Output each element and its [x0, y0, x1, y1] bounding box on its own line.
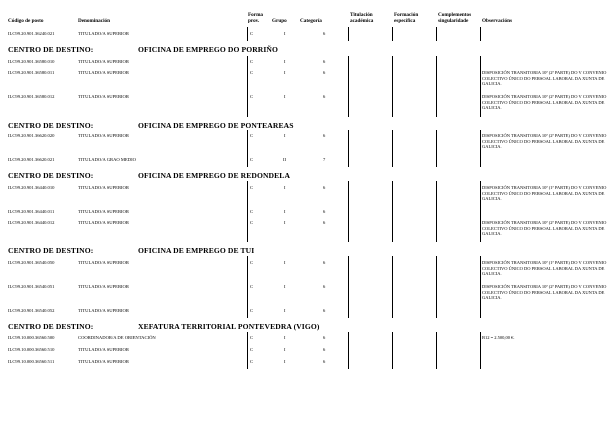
row-forma: C	[250, 335, 254, 340]
row-observacions: DISPOSICIÓN TRANSITORIA 10ª (1ª PARTE) DO V CONVENIO COLECTIVO ÚNICO DO PERSOAL LABORAL DA XUNTA DE GALICIA.	[482, 260, 607, 276]
row-observacions: DISPOSICIÓN TRANSITORIA 10ª (2ª PARTE) DO V CONVENIO COLECTIVO ÚNICO DO PERSOAL LABORAL DA XUNTA DE GALICIA.	[482, 133, 607, 149]
row-observacions: DISPOSICIÓN TRANSITORIA 10ª (1ª PARTE) DO V CONVENIO COLECTIVO ÚNICO DO PERSOAL LABORAL DA XUNTA DE GALICIA.	[482, 185, 607, 201]
section-label: CENTRO DE DESTINO:	[8, 322, 94, 331]
column-rule	[436, 56, 437, 117]
row-code: ILC99.20.901.36540.051	[8, 284, 55, 289]
section-name: OFICINA DE EMPREGO DO PORRIÑO	[138, 45, 279, 54]
section-label: CENTRO DE DESTINO:	[8, 246, 94, 255]
row-code: ILC99.20.901.36580.010	[8, 59, 55, 64]
row-categoria: 6	[323, 70, 326, 75]
row-forma: C	[250, 94, 254, 99]
row-forma: C	[250, 308, 254, 313]
row-grupo: I	[284, 359, 286, 364]
row-forma: C	[250, 209, 254, 214]
header-forma-2: prov.	[248, 18, 260, 24]
row-code: ILC99.20.901.36440.012	[8, 220, 55, 225]
row-forma: C	[250, 284, 254, 289]
header-titulacion-1: Titulación	[350, 12, 373, 18]
row-observacions: B12 = 2.500,00 €.	[482, 335, 515, 340]
section-label: CENTRO DE DESTINO:	[8, 45, 94, 54]
row-grupo: I	[284, 31, 286, 36]
row-code: ILC99.10.000.36560.510	[8, 347, 55, 352]
row-forma: C	[250, 133, 254, 138]
row-code: ILC99.20.901.36440.010	[8, 185, 55, 190]
column-rule	[480, 256, 481, 318]
row-name: TITULADO/A SUPERIOR	[78, 133, 129, 138]
row-categoria: 6	[323, 133, 326, 138]
row-grupo: II	[283, 157, 287, 162]
row-name: TITULADO/A SUPERIOR	[78, 359, 129, 364]
column-rule	[348, 332, 349, 369]
column-rule	[480, 130, 481, 167]
row-grupo: I	[284, 185, 286, 190]
row-categoria: 6	[323, 185, 326, 190]
section-name: OFICINA DE EMPREGO DE REDONDELA	[138, 171, 291, 180]
column-rule	[247, 56, 248, 117]
row-categoria: 6	[323, 308, 326, 313]
row-code: ILC99.20.901.36620.020	[8, 133, 55, 138]
row-name: TITULADO/A GRAO MEDIO	[78, 157, 136, 162]
row-name: TITULADO/A SUPERIOR	[78, 70, 129, 75]
header-observacions: Observacións	[482, 18, 512, 24]
header-codigo: Código de posto	[8, 18, 44, 24]
row-observacions: DISPOSICIÓN TRANSITORIA 10ª (2ª PARTE) DO V CONVENIO COLECTIVO ÚNICO DO PERSOAL LABORAL DA XUNTA DE GALICIA.	[482, 94, 607, 110]
column-rule	[436, 27, 437, 41]
section-label: CENTRO DE DESTINO:	[8, 171, 94, 180]
row-code: ILC99.20.901.36620.021	[8, 157, 55, 162]
row-forma: C	[250, 31, 254, 36]
column-rule	[436, 181, 437, 242]
row-name: TITULADO/A SUPERIOR	[78, 31, 129, 36]
column-rule	[392, 256, 393, 318]
row-categoria: 6	[323, 335, 326, 340]
header-complementos-2: singularidade	[438, 18, 469, 24]
column-rule	[348, 56, 349, 117]
column-rule	[436, 130, 437, 167]
column-rule	[247, 27, 248, 41]
row-name: TITULADO/A SUPERIOR	[78, 284, 129, 289]
column-rule	[392, 56, 393, 117]
row-name: TITULADO/A SUPERIOR	[78, 220, 129, 225]
header-grupo: Grupo	[272, 18, 287, 24]
row-name: TITULADO/A SUPERIOR	[78, 260, 129, 265]
row-categoria: 6	[323, 347, 326, 352]
column-rule	[480, 332, 481, 369]
row-code: ILC99.20.901.36540.050	[8, 260, 55, 265]
row-grupo: I	[284, 59, 286, 64]
row-grupo: I	[284, 94, 286, 99]
header-forma-1: Forma	[248, 12, 263, 18]
row-forma: C	[250, 59, 254, 64]
row-name: TITULADO/A SUPERIOR	[78, 94, 129, 99]
row-grupo: I	[284, 220, 286, 225]
row-name: COORDINADOR/A DE ORIENTACIÓN	[78, 335, 156, 340]
row-name: TITULADO/A SUPERIOR	[78, 209, 129, 214]
column-rule	[348, 27, 349, 41]
row-categoria: 6	[323, 284, 326, 289]
row-name: TITULADO/A SUPERIOR	[78, 59, 129, 64]
row-code: ILC99.20.901.36440.011	[8, 209, 55, 214]
row-grupo: I	[284, 284, 286, 289]
row-name: TITULADO/A SUPERIOR	[78, 185, 129, 190]
row-grupo: I	[284, 260, 286, 265]
row-forma: C	[250, 347, 254, 352]
row-grupo: I	[284, 133, 286, 138]
row-observacions: DISPOSICIÓN TRANSITORIA 10ª (2ª PARTE) DO V CONVENIO COLECTIVO ÚNICO DO PERSOAL LABORAL DA XUNTA DE GALICIA.	[482, 284, 607, 300]
row-grupo: I	[284, 308, 286, 313]
row-name: TITULADO/A SUPERIOR	[78, 347, 129, 352]
row-forma: C	[250, 157, 254, 162]
row-forma: C	[250, 260, 254, 265]
row-code: ILC99.20.901.36240.021	[8, 31, 55, 36]
column-rule	[348, 181, 349, 242]
row-grupo: I	[284, 335, 286, 340]
header-titulacion-2: académica	[350, 18, 374, 24]
header-formacion-2: específica	[394, 18, 416, 24]
column-rule	[392, 181, 393, 242]
row-forma: C	[250, 185, 254, 190]
row-forma: C	[250, 359, 254, 364]
column-rule	[480, 181, 481, 242]
row-code: ILC99.20.901.36580.011	[8, 70, 55, 75]
section-name: OFICINA DE EMPREGO DE TUI	[138, 246, 255, 255]
section-name: XEFATURA TERRITORIAL PONTEVEDRA (VIGO)	[138, 322, 320, 331]
section-label: CENTRO DE DESTINO:	[8, 121, 94, 130]
column-rule	[392, 130, 393, 167]
row-categoria: 6	[323, 94, 326, 99]
row-grupo: I	[284, 209, 286, 214]
row-grupo: I	[284, 70, 286, 75]
row-code: ILC99.20.901.36540.052	[8, 308, 55, 313]
row-categoria: 7	[323, 157, 326, 162]
row-observacions: DISPOSICIÓN TRANSITORIA 10ª (2ª PARTE) DO V CONVENIO COLECTIVO ÚNICO DO PERSOAL LABORAL DA XUNTA DE GALICIA.	[482, 70, 607, 86]
row-observacions: DISPOSICIÓN TRANSITORIA 10ª (2ª PARTE) DO V CONVENIO COLECTIVO ÚNICO DO PERSOAL LABORAL DA XUNTA DE GALICIA.	[482, 220, 607, 236]
row-forma: C	[250, 70, 254, 75]
header-complementos-1: Complementos	[438, 12, 472, 18]
row-forma: C	[250, 220, 254, 225]
row-code: ILC99.10.000.36560.500	[8, 335, 55, 340]
row-code: ILC99.20.901.36580.012	[8, 94, 55, 99]
column-rule	[392, 27, 393, 41]
column-rule	[436, 256, 437, 318]
column-rule	[392, 332, 393, 369]
column-rule	[480, 56, 481, 117]
column-rule	[247, 256, 248, 318]
section-name: OFICINA DE EMPREGO DE PONTEAREAS	[138, 121, 294, 130]
column-rule	[247, 181, 248, 242]
row-categoria: 6	[323, 359, 326, 364]
column-rule	[348, 130, 349, 167]
row-categoria: 6	[323, 59, 326, 64]
header-categoria: Categoría	[300, 18, 322, 24]
row-categoria: 6	[323, 260, 326, 265]
row-categoria: 6	[323, 220, 326, 225]
row-code: ILC99.10.000.36560.511	[8, 359, 55, 364]
row-name: TITULADO/A SUPERIOR	[78, 308, 129, 313]
column-rule	[436, 332, 437, 369]
row-categoria: 6	[323, 31, 326, 36]
column-rule	[348, 256, 349, 318]
column-rule	[247, 130, 248, 167]
header-denominacion: Denominación	[78, 18, 110, 24]
row-grupo: I	[284, 347, 286, 352]
row-categoria: 6	[323, 209, 326, 214]
column-rule	[480, 27, 481, 41]
column-rule	[247, 332, 248, 369]
header-formacion-1: Formación	[394, 12, 419, 18]
